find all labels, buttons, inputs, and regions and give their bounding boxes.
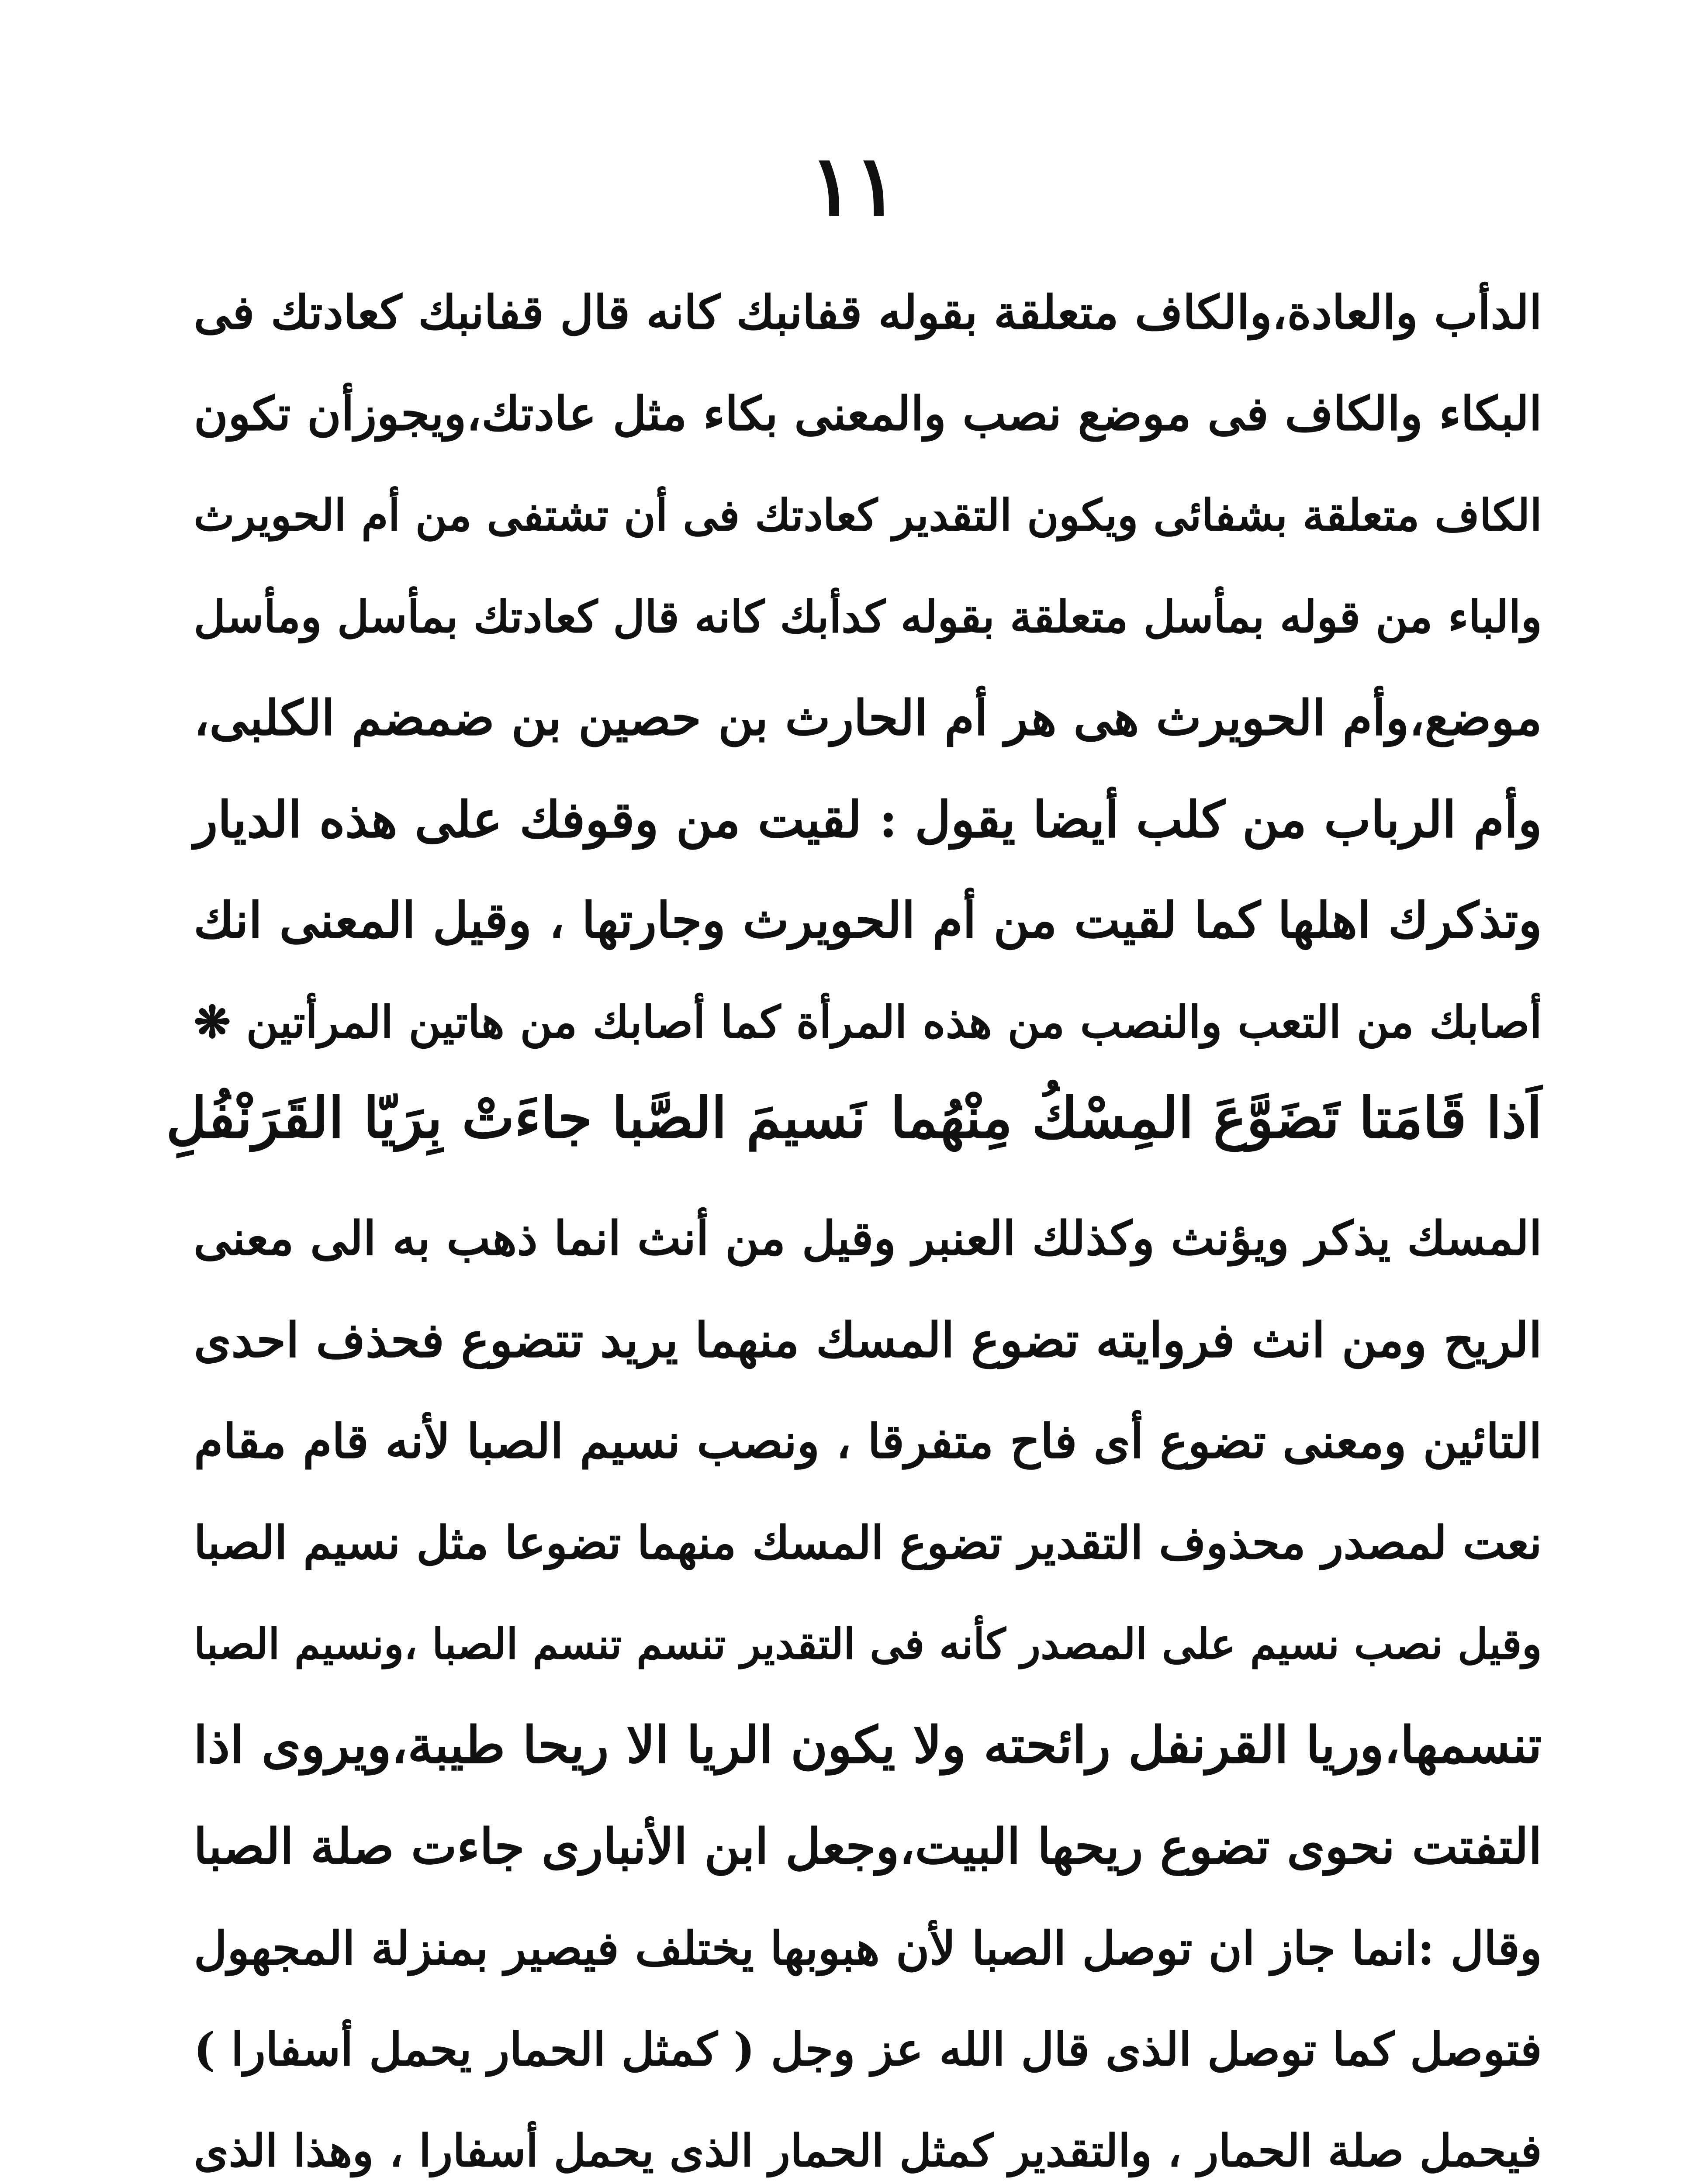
text-line: فتوصل كما توصل الذى قال الله عز وجل ( كمثل الحمار يحمل أسفارا ) xyxy=(194,2022,1542,2076)
text-line: الريح ومن انث فروايته تضوع المسك منهما يريد تتضوع فحذف احدى xyxy=(194,1312,1542,1368)
text-line: وقيل نصب نسيم على المصدر كأنه فى التقدير تنسم تنسم الصبا ،ونسيم الصبا xyxy=(194,1619,1542,1669)
text-line: المسك يذكر ويؤنث وكذلك العنبر وقيل من أنث انما ذهب به الى معنى xyxy=(194,1211,1542,1266)
text-line: نعت لمصدر محذوف التقدير تضوع المسك منهما تضوعا مثل نسيم الصبا xyxy=(194,1516,1542,1569)
text-line: وتذكرك اهلها كما لقيت من أم الحويرث وجارتها ، وقيل المعنى انك xyxy=(194,892,1542,949)
text-line: الكاف متعلقة بشفائى ويكون التقدير كعادتك فى أن تشتفى من أم الحويرث xyxy=(194,490,1542,541)
text-line: تنسمها،وريا القرنفل رائحته ولا يكون الريا الا ريحا طيبة،ويروى اذا xyxy=(193,1716,1542,1775)
commentary-paragraph-1 xyxy=(166,262,1542,1073)
text-line: البكاء والكاف فى موضع نصب والمعنى بكاء مثل عادتك،ويجوزأن تكون xyxy=(194,387,1542,441)
text-line: والباء من قوله بمأسل متعلقة بقوله كدأبك كانه قال كعادتك بمأسل ومأسل xyxy=(194,591,1542,643)
text-line: فيحمل صلة الحمار ، والتقدير كمثل الحمار الذى يحمل أسفارا ، وهذا الذى xyxy=(194,2125,1542,2177)
poem-verse xyxy=(166,1061,1542,1175)
verse-first-hemistich: اَذا قَامَتا تَضَوَّعَ المِسْكُ مِنْهُما xyxy=(890,1085,1542,1151)
page-number: ١١ xyxy=(809,137,899,234)
text-line: التفتت نحوى تضوع ريحها البيت،وجعل ابن الأنبارى جاءت صلة الصبا xyxy=(194,1818,1542,1875)
text-line: موضع،وأم الحويرث هى هر أم الحارث بن حصين بن ضمضم الكلبى، xyxy=(194,690,1542,746)
text-line: وأم الرباب من كلب أيضا يقول : لقيت من وقوفك على هذه الديار xyxy=(194,790,1542,849)
text-line: أصابك من التعب والنصب من هذه المرأة كما أصابك من هاتين المرأتين ❋ xyxy=(194,996,1542,1048)
text-line: وقال :انما جاز ان توصل الصبا لأن هبوبها يختلف فيصير بمنزلة المجهول xyxy=(194,1921,1542,1975)
verse-second-hemistich: نَسيمَ الصَّبا جاءَتْ بِرَيّا القَرَنْفُلِ xyxy=(166,1085,866,1151)
commentary-paragraph-2 xyxy=(166,1188,1542,2184)
text-line: التائين ومعنى تضوع أى فاح متفرقا ، ونصب نسيم الصبا لأنه قام مقام xyxy=(194,1414,1542,1469)
text-line: الدأب والعادة،والكاف متعلقة بقوله قفانبك كانه قال قفانبك كعادتك فى xyxy=(194,285,1542,340)
